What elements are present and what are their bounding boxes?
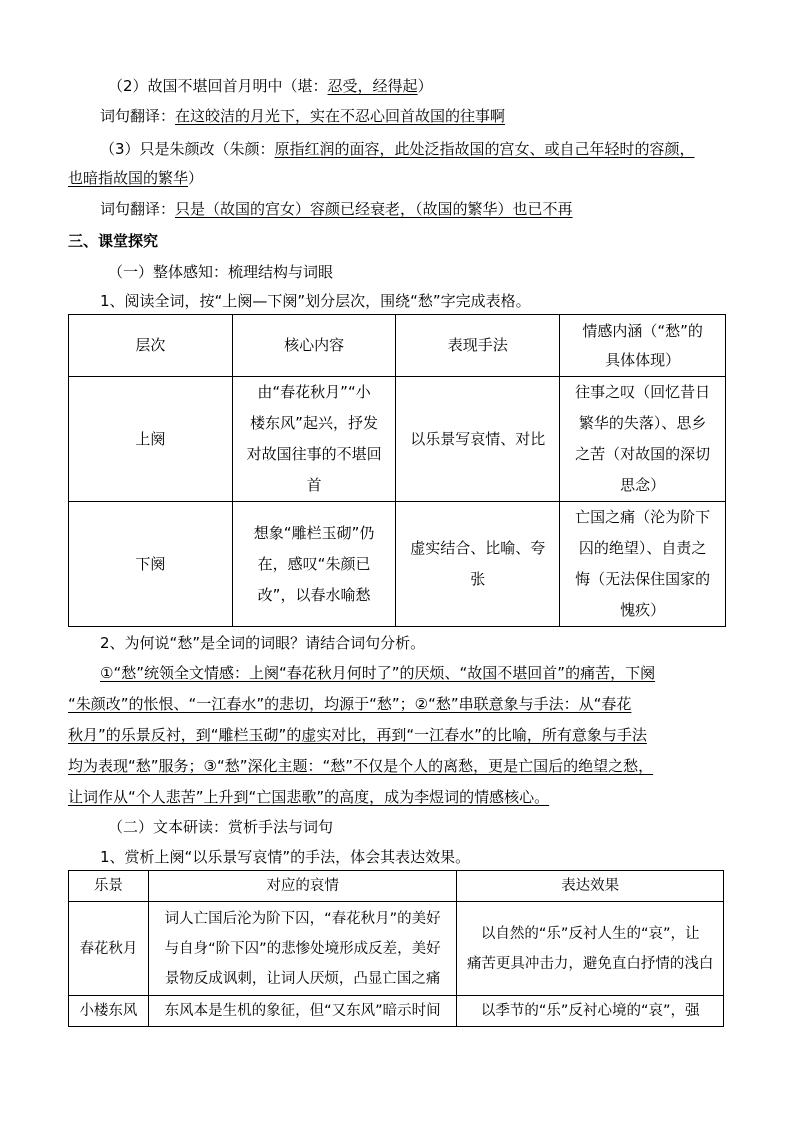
method-cell: 以乐景写哀情、对比 <box>396 377 560 502</box>
emotion-cell <box>560 377 726 502</box>
item3-line-2 <box>68 168 203 188</box>
cell-line: 楼东风”起兴，抒发 <box>250 414 378 432</box>
structure-table <box>68 314 726 627</box>
table-row <box>69 377 726 502</box>
content-cell <box>232 377 396 502</box>
translation-label: 词句翻译： <box>100 107 176 125</box>
section-title: 三、课堂探究 <box>68 232 159 250</box>
scene-cell: 春花秋月 <box>69 902 149 996</box>
answer-line: “朱颜改”的怅恨、“一江春水”的悲切，均源于“愁”；②“愁”串联意象与手法：从“春花 <box>68 695 632 713</box>
cell-line: 景物反成讽刺，让词人厌烦，凸显亡国之痛 <box>164 970 441 987</box>
header-cell: 层次 <box>69 315 233 377</box>
effect-cell: 以季节的“乐”反衬心境的“哀”，强 <box>457 996 724 1027</box>
question-3: 1、赏析上阕“以乐景写哀情”的手法，体会其表达效果。 <box>100 848 471 866</box>
item3-translation: 只是（故国的宫女）容颜已经衰老，（故国的繁华）也已不再 <box>175 200 573 218</box>
sorrow-cell <box>148 902 457 996</box>
subsection-1-title: （一）整体感知：梳理结构与词眼 <box>108 263 334 281</box>
cell-line: 词人亡国后沦为阶下囚，“春花秋月”的美好 <box>164 910 441 927</box>
item3-gloss-b: 也暗指故国的繁华 <box>68 169 189 187</box>
level-cell: 下阕 <box>69 502 233 627</box>
header-cell: 核心内容 <box>232 315 396 377</box>
analysis-table <box>68 870 724 1027</box>
cell-line: 改”，以春水喻愁 <box>257 585 371 604</box>
content-cell <box>232 502 396 627</box>
subsection-2-title: （二）文本研读：赏析手法与词句 <box>108 818 334 836</box>
item3-translation-line <box>100 199 573 219</box>
cell-line: 痛苦更具冲击力，避免直白抒情的浅白 <box>466 955 714 972</box>
item3-gloss-a: 原指红润的面容，此处泛指故国的宫女、或自己年轻时的容颜， <box>274 140 695 158</box>
answer-line: 均为表现“愁”服务；③“愁”深化主题：“愁”不仅是个人的离愁，更是亡国后的绝望之愁， <box>68 757 654 775</box>
item2-gloss: 忍受，经得起 <box>327 77 418 95</box>
question-2: 2、为何说“愁”是全词的词眼？请结合词句分析。 <box>100 634 426 652</box>
header-cell: 乐景 <box>69 871 149 902</box>
emotion-cell <box>560 502 726 627</box>
cell-line: 对故国往事的不堪回 <box>246 445 382 463</box>
item2-suffix: ） <box>417 77 433 95</box>
item2-translation-line <box>100 106 505 126</box>
scene-cell: 小楼东风 <box>69 996 149 1027</box>
level-cell: 上阕 <box>69 377 233 502</box>
header-cell: 对应的哀情 <box>148 871 457 902</box>
cell-line: 之苦（对故国的深切 <box>575 445 711 463</box>
item3-prefix: （3）只是朱颜改（朱颜： <box>100 140 275 158</box>
table-row <box>69 996 724 1027</box>
cell-line: 繁华的失落）、思乡 <box>578 414 707 432</box>
cell-line: 愧疚） <box>620 601 666 619</box>
item3-suffix: ） <box>188 169 204 187</box>
table-row <box>69 502 726 627</box>
cell-line: 与自身“阶下囚”的悲惨处境形成反差，美好 <box>164 940 441 957</box>
cell-line: 往事之叹（回忆昔日 <box>575 383 711 401</box>
table-header-row <box>69 871 724 902</box>
answer-line: 让词作从“个人悲苦”上升到“亡国悲歌”的高度，成为李煜词的情感核心。 <box>68 788 550 806</box>
item3-line <box>100 139 695 159</box>
item2-line <box>108 76 433 96</box>
header-line: 具体体现） <box>605 350 681 369</box>
header-line: 情感内涵（“愁”的 <box>582 321 703 340</box>
effect-cell <box>457 902 724 996</box>
header-cell: 表现手法 <box>396 315 560 377</box>
table-row <box>69 902 724 996</box>
cell-line: 囚的绝望）、自责之 <box>578 539 707 557</box>
cell-line: 以自然的“乐”反衬人生的“哀”，让 <box>480 925 700 942</box>
header-cell <box>560 315 726 377</box>
translation-label: 词句翻译： <box>100 200 176 218</box>
sorrow-cell: 东风本是生机的象征，但“又东风”暗示时间 <box>148 996 457 1027</box>
item2-translation: 在这皎洁的月光下，实在不忍心回首故国的往事啊 <box>175 107 506 125</box>
cell-line: 由“春花秋月”“小 <box>257 383 371 401</box>
cell-line: 张 <box>470 570 486 588</box>
item2-prefix: （2）故国不堪回首月明中（堪： <box>108 77 328 95</box>
cell-line: 首 <box>306 476 322 494</box>
header-cell: 表达效果 <box>457 871 724 902</box>
question-1: 1、阅读全词，按“上阕—下阕”划分层次，围绕“愁”字完成表格。 <box>100 292 531 310</box>
cell-line: 想象“雕栏玉砌”仍 <box>253 523 375 542</box>
answer-line: ①“愁”统领全文情感：上阕“春花秋月何时了”的厌烦、“故国不堪回首”的痛苦，下阕 <box>100 664 656 682</box>
cell-line: 思念） <box>620 476 666 494</box>
cell-line: 悔（无法保住国家的 <box>575 570 711 588</box>
method-cell <box>396 502 560 627</box>
cell-line: 亡国之痛（沦为阶下 <box>575 508 711 526</box>
table-header-row <box>69 315 726 377</box>
cell-line: 在，感叹“朱颜已 <box>257 554 371 573</box>
cell-line: 虚实结合、比喻、夸 <box>410 539 546 557</box>
answer-line: 秋月”的乐景反衬，到“雕栏玉砌”的虚实对比，再到“一江春水”的比喻，所有意象与手法 <box>68 726 647 744</box>
